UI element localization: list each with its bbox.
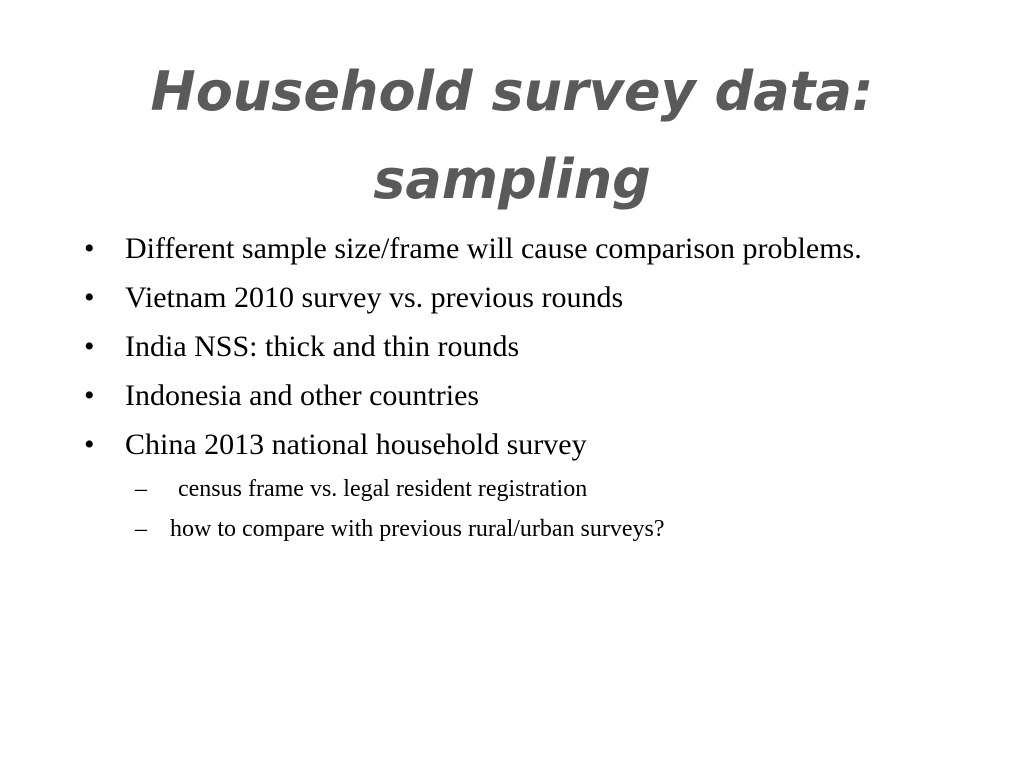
slide-title <box>60 48 964 224</box>
bullet-text: China 2013 national household survey <box>125 428 587 461</box>
bullet-icon: • <box>84 379 95 412</box>
bullet-item <box>84 228 964 270</box>
bullet-text: Vietnam 2010 survey vs. previous rounds <box>125 281 624 314</box>
bullet-text: Indonesia and other countries <box>125 379 480 412</box>
bullet-icon: • <box>84 428 95 461</box>
slide-title-line-1: Household survey data: <box>150 60 874 123</box>
bullet-icon: • <box>84 330 95 363</box>
sub-bullet-text: how to compare with previous rural/urban surveys? <box>170 516 665 542</box>
slide-title-line-2: sampling <box>373 148 651 211</box>
bullet-text: India NSS: thick and thin rounds <box>125 330 520 363</box>
sub-bullet-item <box>125 472 964 506</box>
bullet-item <box>84 424 964 546</box>
dash-icon: – <box>135 476 147 502</box>
bullet-item <box>84 375 964 417</box>
bullet-item <box>84 326 964 368</box>
bullet-text: Different sample size/frame will cause comparison problems. <box>125 232 862 265</box>
sub-bullet-item <box>125 512 964 546</box>
sub-bullet-text: census frame vs. legal resident registration <box>178 476 588 502</box>
bullet-list <box>84 228 964 553</box>
dash-icon: – <box>135 516 147 542</box>
bullet-item <box>84 277 964 319</box>
sub-bullet-list <box>125 472 964 546</box>
bullet-icon: • <box>84 281 95 314</box>
bullet-icon: • <box>84 232 95 265</box>
